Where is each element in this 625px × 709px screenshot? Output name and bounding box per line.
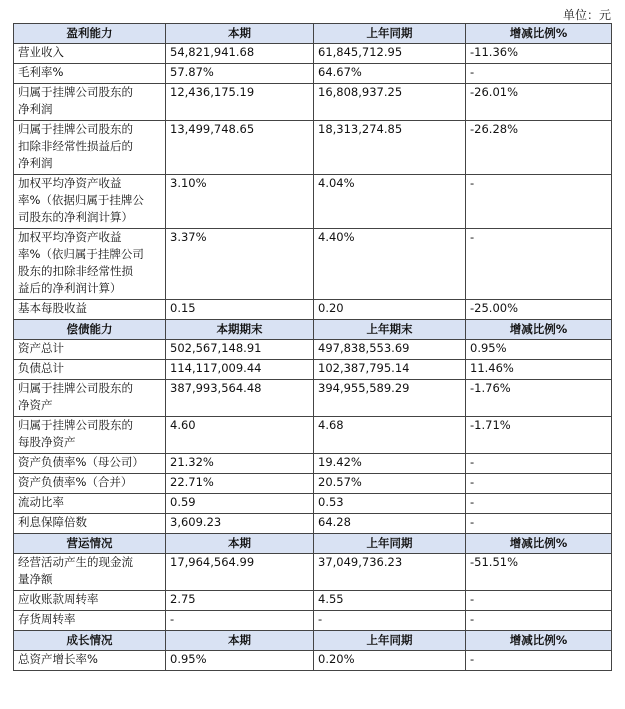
section-title: 偿债能力 [14,320,166,340]
table-row [14,300,612,320]
column-header-current: 本期 [166,534,314,554]
table-row [14,474,612,494]
change-percent: - [466,474,612,494]
current-value: 21.32% [166,454,314,474]
metric-label [14,360,166,380]
change-percent: 11.46% [466,360,612,380]
column-header-change: 增减比例% [466,320,612,340]
table-row [14,84,612,121]
previous-value: 20.57% [314,474,466,494]
metric-label-line: 利息保障倍数 [18,515,87,529]
change-percent: -51.51% [466,554,612,591]
previous-value: 64.67% [314,64,466,84]
table-row [14,229,612,300]
table-row [14,121,612,175]
metric-label [14,474,166,494]
metric-label-line: 量净额 [18,572,53,586]
current-value: 3.37% [166,229,314,300]
metric-label-line: 益后的净利润计算） [18,281,122,295]
current-value: 54,821,941.68 [166,44,314,64]
metric-label-line: 加权平均净资产收益 [18,176,122,190]
change-percent: - [466,454,612,474]
metric-label-line: 归属于挂牌公司股东的 [18,381,133,395]
change-percent: -25.00% [466,300,612,320]
metric-label [14,380,166,417]
table-row [14,591,612,611]
metric-label-line: 率%（依归属于挂牌公司 [18,247,144,261]
change-percent: -26.28% [466,121,612,175]
current-value: 4.60 [166,417,314,454]
previous-value: 0.53 [314,494,466,514]
table-row [14,554,612,591]
table-row [14,360,612,380]
current-value: - [166,611,314,631]
change-percent: -1.76% [466,380,612,417]
metric-label [14,514,166,534]
current-value: 22.71% [166,474,314,494]
column-header-previous: 上年期末 [314,320,466,340]
metric-label-line: 经营活动产生的现金流 [18,555,133,569]
previous-value: 102,387,795.14 [314,360,466,380]
table-row [14,514,612,534]
previous-value: 16,808,937.25 [314,84,466,121]
current-value: 12,436,175.19 [166,84,314,121]
metric-label-line: 流动比率 [18,495,64,509]
column-header-previous: 上年同期 [314,24,466,44]
current-value: 3,609.23 [166,514,314,534]
metric-label [14,64,166,84]
current-value: 17,964,564.99 [166,554,314,591]
current-value: 387,993,564.48 [166,380,314,417]
table-row [14,417,612,454]
previous-value: 4.40% [314,229,466,300]
metric-label-line: 资产负债率%（合并） [18,475,133,489]
current-value: 0.15 [166,300,314,320]
table-row [14,64,612,84]
metric-label-line: 股东的扣除非经常性损 [18,264,133,278]
metric-label [14,494,166,514]
unit-label: 单位：元 [562,8,611,22]
metric-label-line: 加权平均净资产收益 [18,230,122,244]
metric-label-line: 毛利率% [18,65,64,79]
current-value: 3.10% [166,175,314,229]
metric-label-line: 每股净资产 [18,435,76,449]
table-body [14,24,612,671]
change-percent: - [466,229,612,300]
table-row [14,175,612,229]
change-percent: -26.01% [466,84,612,121]
change-percent: - [466,494,612,514]
metric-label-line: 资产负债率%（母公司） [18,455,144,469]
table-row [14,611,612,631]
current-value: 0.95% [166,651,314,671]
metric-label [14,175,166,229]
previous-value: 61,845,712.95 [314,44,466,64]
metric-label [14,651,166,671]
metric-label-line: 归属于挂牌公司股东的 [18,122,133,136]
table-row [14,380,612,417]
previous-value: - [314,611,466,631]
change-percent: - [466,591,612,611]
metric-label-line: 归属于挂牌公司股东的 [18,418,133,432]
previous-value: 4.55 [314,591,466,611]
column-header-change: 增减比例% [466,24,612,44]
metric-label [14,121,166,175]
metric-label-line: 司股东的净利润计算） [18,210,133,224]
metric-label-line: 归属于挂牌公司股东的 [18,85,133,99]
metric-label-line: 净利润 [18,102,53,116]
previous-value: 497,838,553.69 [314,340,466,360]
metric-label [14,454,166,474]
change-percent: 0.95% [466,340,612,360]
current-value: 114,117,009.44 [166,360,314,380]
metric-label [14,611,166,631]
section-title: 营运情况 [14,534,166,554]
change-percent: - [466,175,612,229]
current-value: 2.75 [166,591,314,611]
change-percent: - [466,514,612,534]
current-value: 13,499,748.65 [166,121,314,175]
section-header-row [14,24,612,44]
change-percent: - [466,64,612,84]
metric-label [14,229,166,300]
section-header-row [14,320,612,340]
previous-value: 18,313,274.85 [314,121,466,175]
current-value: 0.59 [166,494,314,514]
previous-value: 4.68 [314,417,466,454]
metric-label-line: 营业收入 [18,45,64,59]
metric-label-line: 应收账款周转率 [18,592,99,606]
previous-value: 64.28 [314,514,466,534]
metric-label-line: 基本每股收益 [18,301,87,315]
column-header-current: 本期 [166,24,314,44]
section-title: 盈利能力 [14,24,166,44]
metric-label [14,417,166,454]
table-row [14,454,612,474]
previous-value: 0.20% [314,651,466,671]
table-row [14,44,612,64]
previous-value: 19.42% [314,454,466,474]
metric-label-line: 资产总计 [18,341,64,355]
previous-value: 37,049,736.23 [314,554,466,591]
current-value: 57.87% [166,64,314,84]
table-row [14,494,612,514]
metric-label-line: 存货周转率 [18,612,76,626]
change-percent: - [466,611,612,631]
column-header-change: 增减比例% [466,631,612,651]
metric-label-line: 总资产增长率% [18,652,98,666]
metric-label-line: 负债总计 [18,361,64,375]
column-header-change: 增减比例% [466,534,612,554]
metric-label [14,84,166,121]
change-percent: -1.71% [466,417,612,454]
change-percent: - [466,651,612,671]
section-header-row [14,534,612,554]
current-value: 502,567,148.91 [166,340,314,360]
metric-label [14,340,166,360]
section-title: 成长情况 [14,631,166,651]
column-header-previous: 上年同期 [314,631,466,651]
metric-label-line: 扣除非经常性损益后的 [18,139,133,153]
metric-label [14,300,166,320]
change-percent: -11.36% [466,44,612,64]
table-row [14,651,612,671]
metric-label [14,591,166,611]
financial-indicators-table [13,23,612,671]
previous-value: 0.20 [314,300,466,320]
previous-value: 4.04% [314,175,466,229]
metric-label-line: 率%（依据归属于挂牌公 [18,193,144,207]
metric-label [14,554,166,591]
metric-label [14,44,166,64]
column-header-current: 本期 [166,631,314,651]
metric-label-line: 净资产 [18,398,53,412]
previous-value: 394,955,589.29 [314,380,466,417]
column-header-current: 本期期末 [166,320,314,340]
table-row [14,340,612,360]
metric-label-line: 净利润 [18,156,53,170]
section-header-row [14,631,612,651]
column-header-previous: 上年同期 [314,534,466,554]
